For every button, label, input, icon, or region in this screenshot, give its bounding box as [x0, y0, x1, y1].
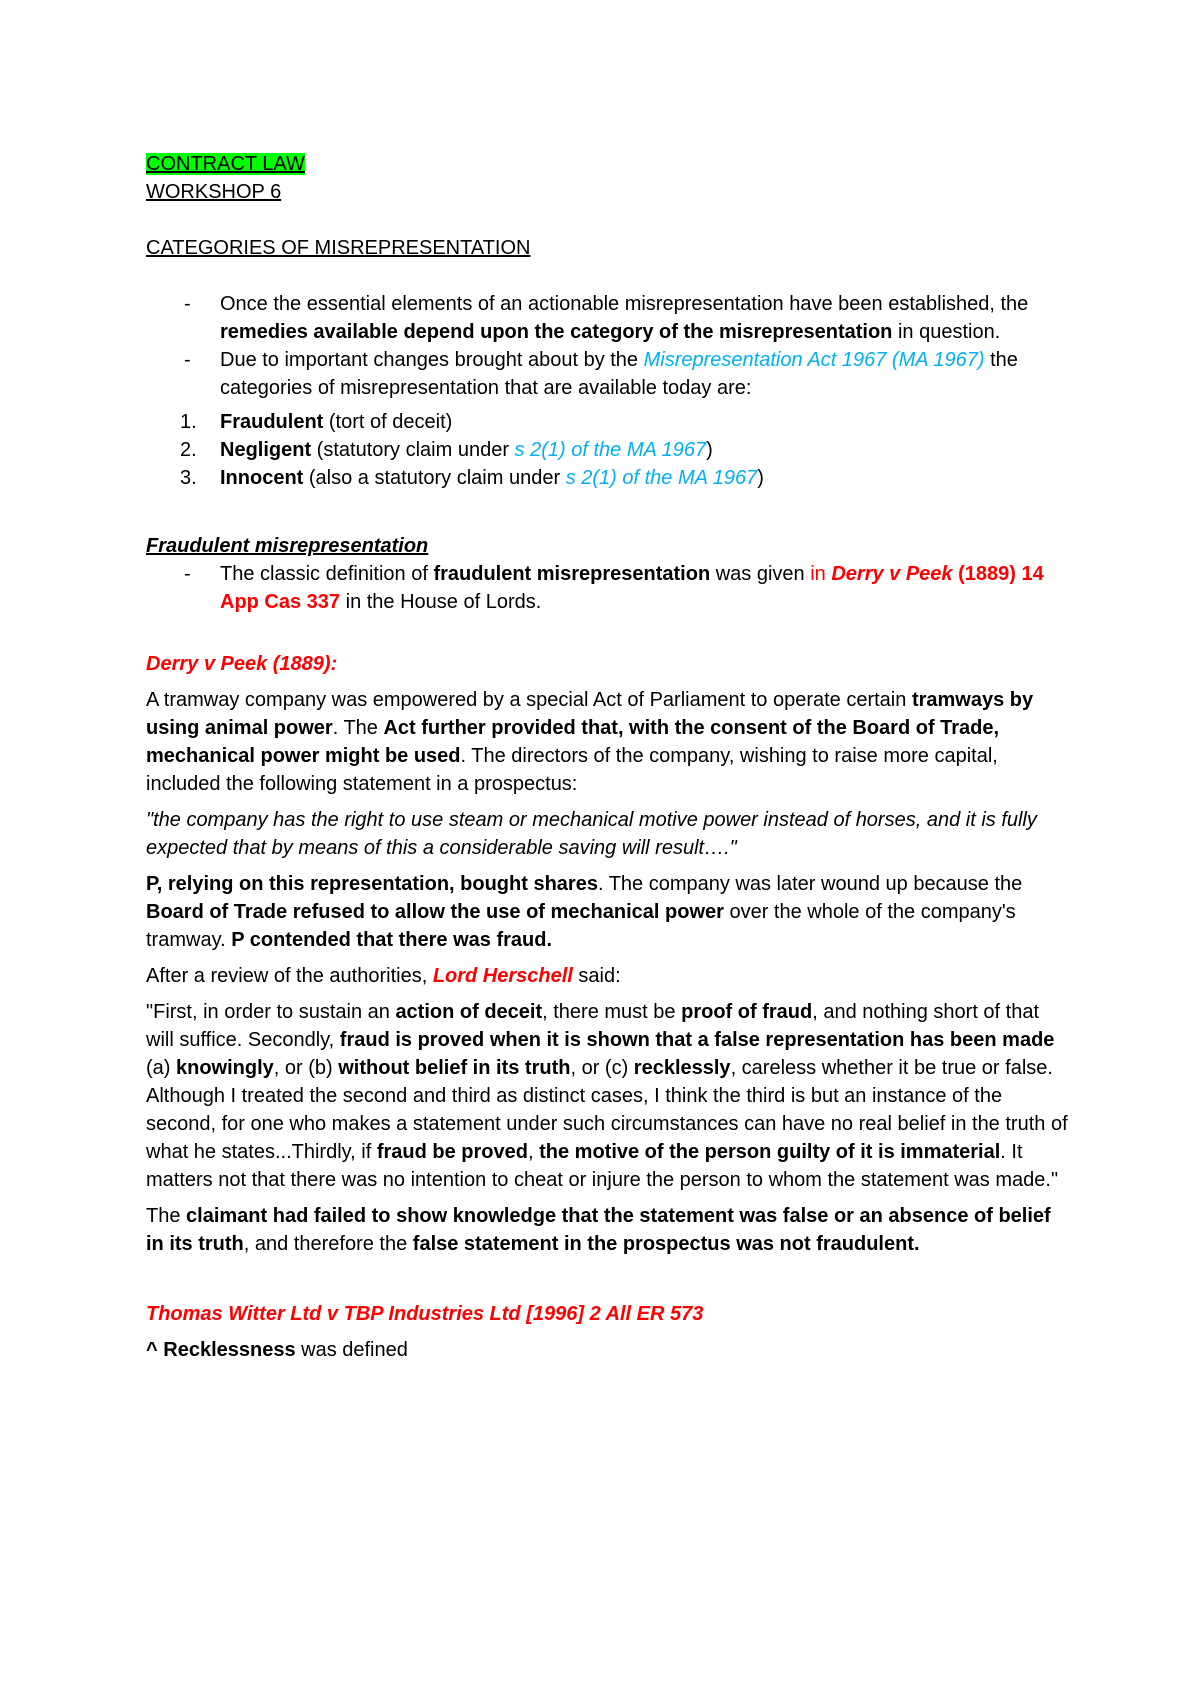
category-item-negligent: 2. Negligent (statutory claim under s 2(1) of the MA 1967) [180, 439, 713, 461]
dash-marker: - [184, 563, 191, 585]
category-item-fraudulent: 1. Fraudulent (tort of deceit) [180, 411, 453, 433]
case-outcome-paragraph: P, relying on this representation, bought shares. The company was later wound up because the Board of Trade refused to allow the use of mechanical power over the whole of the company's tramway. P contended that there was fraud. [146, 873, 1023, 951]
dash-marker: - [184, 349, 191, 371]
section-heading-fraudulent: Fraudulent misrepresentation [146, 535, 429, 557]
case-heading-derry-v-peek: Derry v Peek (1889): [146, 653, 338, 675]
doc-subtitle: WORKSHOP 6 [146, 181, 282, 203]
case-name: Derry v Peek [831, 563, 953, 585]
case-conclusion-paragraph: The claimant had failed to show knowledge that the statement was false or an absence of belief in its truth, and therefore the false statement in the prospectus was not fraudulent. [146, 1205, 1051, 1255]
statute-reference: s 2(1) of the MA 1967 [565, 467, 758, 489]
dash-marker: - [184, 293, 191, 315]
judge-intro-paragraph: After a review of the authorities, Lord Herschell said: [146, 965, 621, 987]
prospectus-quote: "the company has the right to use steam or mechanical motive power instead of horses, and it is fully expected that by means of this a considerable saving will result…." [146, 809, 1037, 859]
bullet-classic-definition: - The classic definition of fraudulent misrepresentation was given in Derry v Peek (1889) 14 App Cas 337 in the House of Lords. [146, 560, 1070, 616]
category-item-innocent: 3. Innocent (also a statutory claim under s 2(1) of the MA 1967) [180, 467, 764, 489]
bullet-ma1967: - Due to important changes brought about by the Misrepresentation Act 1967 (MA 1967) the categories of misrepresentation that are available today are: [146, 346, 1070, 402]
bullet-elements: - Once the essential elements of an actionable misrepresentation have been established, the remedies available depend upon the category of the misrepresentation in question. [146, 290, 1070, 346]
case-heading-thomas-witter: Thomas Witter Ltd v TBP Industries Ltd [1996] 2 All ER 573 [146, 1303, 704, 1325]
caret-marker: ^ [146, 1339, 164, 1361]
statute-reference: Misrepresentation Act 1967 (MA 1967) [643, 349, 985, 371]
case-facts-paragraph: A tramway company was empowered by a special Act of Parliament to operate certain tramways by using animal power. The Act further provided that, with the consent of the Board of Trade, mechanical power might be used. The directors of the company, wishing to raise more capital, included the following statement in a prospectus: [146, 689, 1034, 795]
judge-name: Lord Herschell [432, 965, 573, 987]
section-heading-categories: CATEGORIES OF MISREPRESENTATION [146, 237, 531, 259]
doc-title: CONTRACT LAW [146, 153, 305, 175]
recklessness-note: ^ Recklessness was defined [146, 1339, 408, 1361]
statute-reference: s 2(1) of the MA 1967 [514, 439, 707, 461]
case-citation: (1889) 14 App Cas 337 [220, 563, 1044, 613]
judgment-quote: "First, in order to sustain an action of deceit, there must be proof of fraud, and nothing short of that will suffice. Secondly, fraud is proved when it is shown that a false representation has been made (a) knowingly, or (b) without belief in its truth, or (c) recklessly, careless whether it be true or false. Although I treated the second and third as distinct cases, I think the third is but an instance of the second, for one who makes a statement under such circumstances can have no real belief in the truth of what he states...Thirdly, if fraud be proved, the motive of the person guilty of it is immaterial. It matters not that there was no intention to cheat or injure the person to whom the statement was made." [146, 1001, 1068, 1191]
